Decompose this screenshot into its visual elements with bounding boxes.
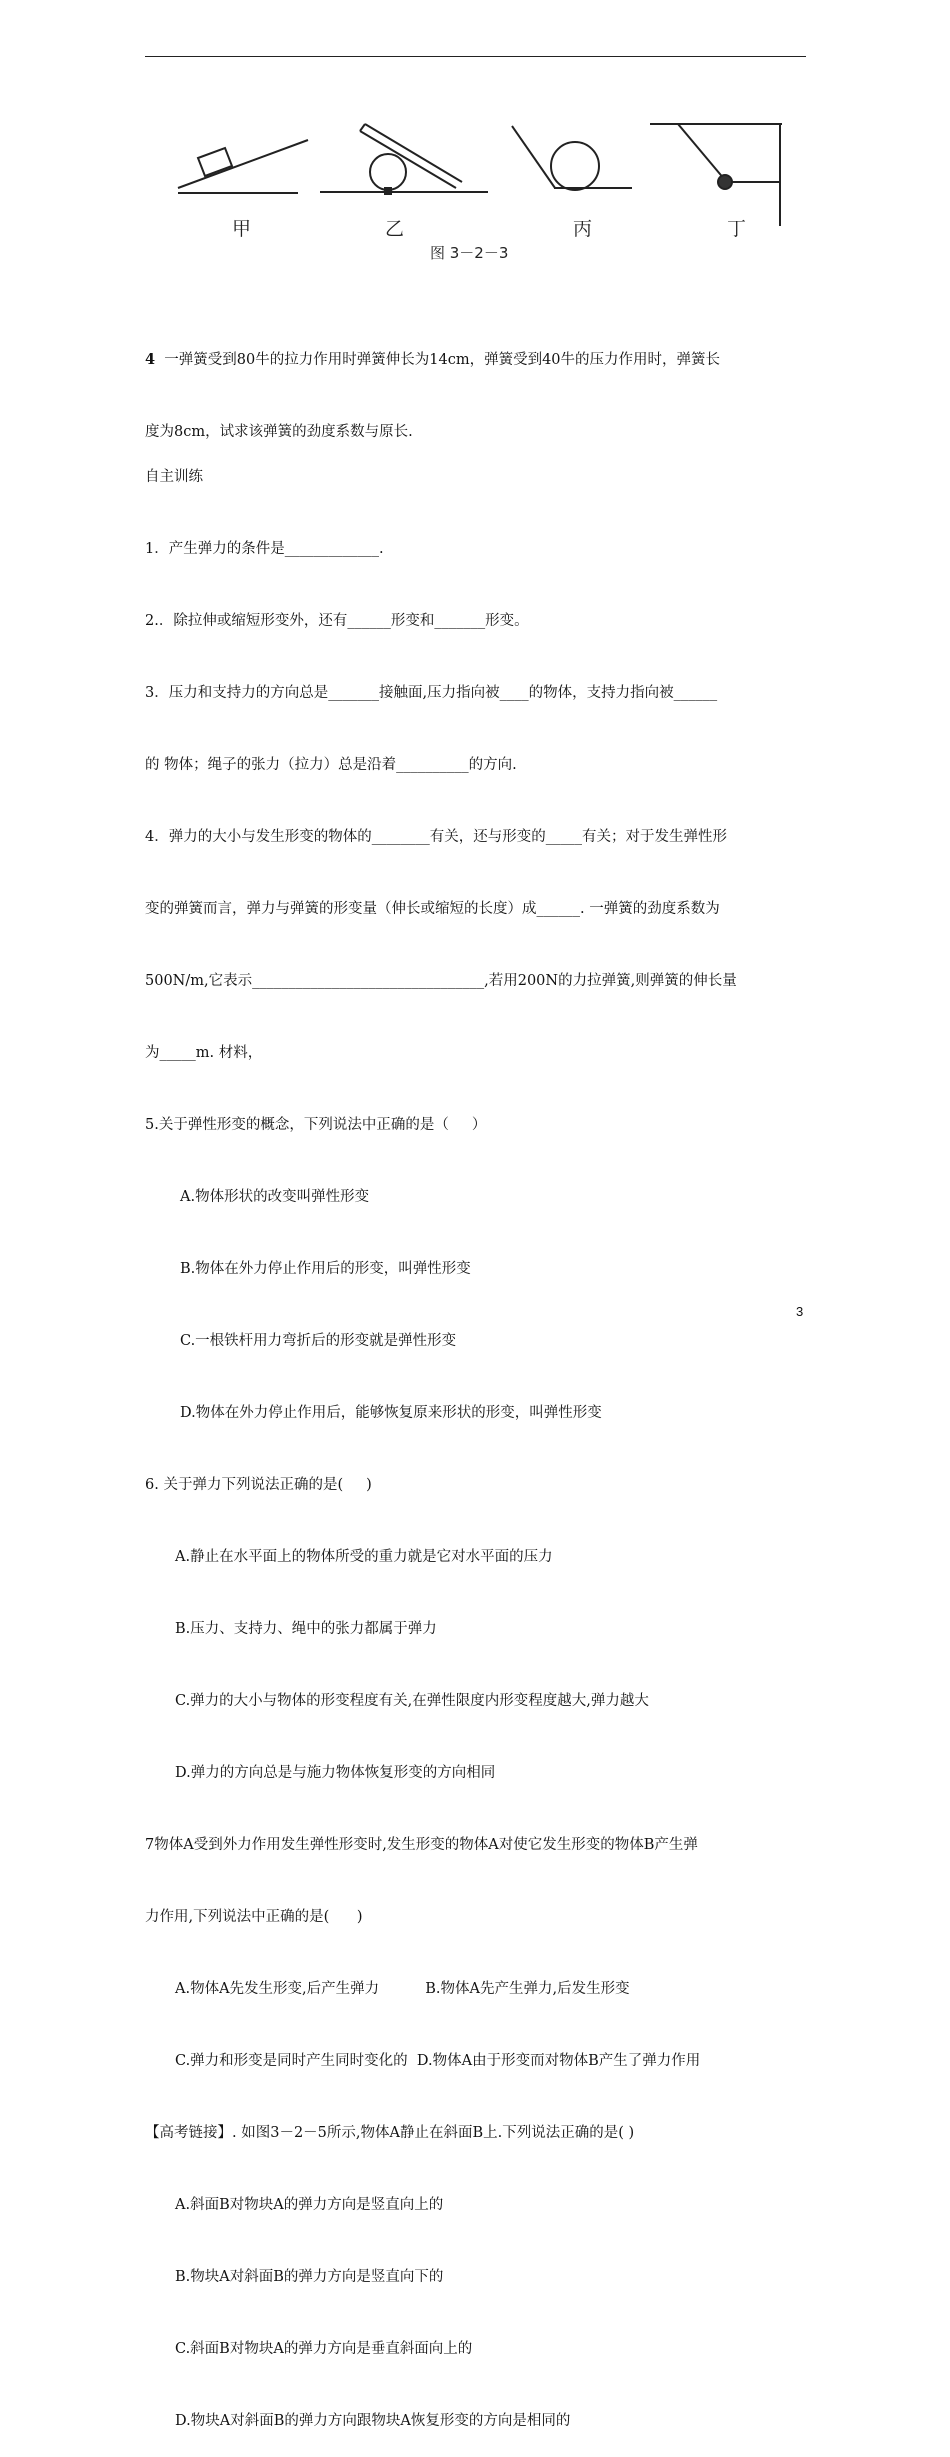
question-6-option: C.弹力的大小与物体的形变程度有关,在弹性限度内形变程度越大,弹力越大: [175, 1693, 649, 1709]
gaokao-option: A.斜面B对物块A的弹力方向是竖直向上的: [175, 2197, 444, 2213]
question-5-stem: 5.关于弹性形变的概念，下列说法中正确的是（ ）: [145, 1117, 487, 1133]
question-7-stem: 7物体A受到外力作用发生弹性形变时,发生形变的物体A对使它发生形变的物体B产生弹: [145, 1837, 698, 1853]
question-6-option: D.弹力的方向总是与施力物体恢复形变的方向相同: [175, 1765, 496, 1781]
figure-label-ding: 丁: [727, 218, 747, 240]
page-number: 3: [796, 1304, 804, 1319]
training-line: 变的弹簧而言，弹力与弹簧的形变量（伸长或缩短的长度）成______. 一弹簧的劲度系数为: [145, 901, 720, 917]
question-5-option: B.物体在外力停止作用后的形变，叫弹性形变: [180, 1261, 471, 1277]
question-5-option: A.物体形状的改变叫弹性形变: [180, 1189, 370, 1205]
physics-diagrams: [170, 118, 790, 238]
training-line: 3．压力和支持力的方向总是_______接触面,压力指向被____的物体，支持力指向被______: [145, 685, 718, 701]
question-7-option: A.物体A先发生形变,后产生弹力 B.物体A先产生弹力,后发生形变: [175, 1981, 630, 1997]
gaokao-option: B.物块A对斜面B的弹力方向是竖直向下的: [175, 2269, 444, 2285]
question-6-stem: 6. 关于弹力下列说法正确的是( ): [145, 1477, 372, 1493]
figure-label-yi: 乙: [385, 218, 405, 240]
training-line: 为_____m. 材料，: [145, 1045, 263, 1061]
gaokao-option: D.物块A对斜面B的弹力方向跟物块A恢复形变的方向是相同的: [175, 2413, 571, 2429]
question-5-option: D.物体在外力停止作用后，能够恢复原来形状的形变，叫弹性形变: [180, 1405, 602, 1421]
figure-3-2-3: [170, 118, 790, 268]
question-7-stem: 力作用,下列说法中正确的是( ): [145, 1909, 363, 1925]
diagram-ding: [650, 124, 782, 226]
training-line: 1．产生弹力的条件是_____________.: [145, 541, 384, 557]
gaokao-option: C.斜面B对物块A的弹力方向是垂直斜面向上的: [175, 2341, 473, 2357]
training-line: 500N/m,它表示________________________________,若用200N的力拉弹簧,则弹簧的伸长量: [145, 973, 737, 989]
diagram-bing: [512, 126, 632, 190]
question-5-option: C.一根铁杆用力弯折后的形变就是弹性形变: [180, 1333, 457, 1349]
question-4-line: 一弹簧受到80牛的拉力作用时弹簧伸长为14cm，弹簧受到40牛的压力作用时，弹簧长: [155, 352, 721, 368]
self-training-section: [145, 417, 810, 2457]
header-rule: [145, 56, 806, 57]
figure-label-jia: 甲: [232, 218, 252, 240]
figure-caption: 图 3－2－3: [430, 244, 509, 262]
question-4-line: 度为8cm，试求该弹簧的劲度系数与原长.: [145, 424, 413, 440]
question-6-option: B.压力、支持力、绳中的张力都属于弹力: [175, 1621, 437, 1637]
training-line: 4．弹力的大小与发生形变的物体的________有关，还与形变的_____有关；对于发生弹性形: [145, 829, 727, 845]
training-line: 2.．除拉伸或缩短形变外，还有______形变和_______形变。: [145, 613, 529, 629]
section-heading: 自主训练: [145, 469, 203, 485]
question-6-option: A.静止在水平面上的物体所受的重力就是它对水平面的压力: [175, 1549, 553, 1565]
diagram-jia: [178, 140, 308, 193]
question-4-number: 4: [145, 351, 156, 368]
gaokao-link-stem: 【高考链接】. 如图3－2－5所示,物体A静止在斜面B上.下列说法正确的是( ): [145, 2125, 635, 2141]
diagram-yi: [320, 124, 488, 194]
question-7-option: C.弹力和形变是同时产生同时变化的 D.物体A由于形变而对物体B产生了弹力作用: [175, 2053, 701, 2069]
figure-label-bing: 丙: [573, 218, 593, 240]
training-line: 的 物体；绳子的张力（拉力）总是沿着__________的方向.: [145, 757, 517, 773]
